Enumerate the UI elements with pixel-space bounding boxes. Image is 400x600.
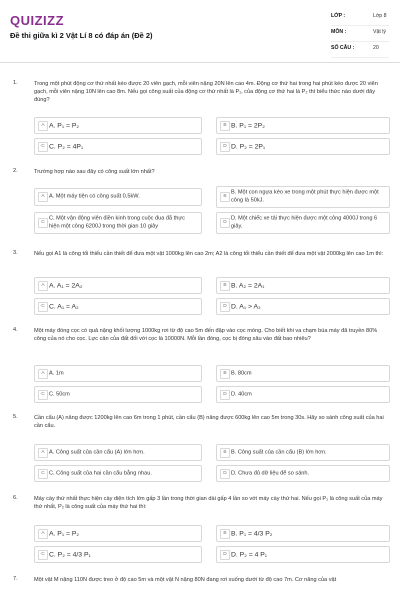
option-letter: B bbox=[220, 448, 230, 458]
option-a[interactable] bbox=[34, 365, 202, 382]
question-text: Trường hợp nào sau đây có công suất lớn nhất? bbox=[34, 169, 155, 175]
option-d[interactable] bbox=[216, 212, 390, 234]
question-text: Nếu gọi A1 là công tối thiểu cần thiết để đưa một vật 1000kg lên cao 2m; A2 là công tối thiểu cần thiết để đưa một vật 2000kg lên cao 1m thì: bbox=[34, 251, 384, 257]
option-letter: C bbox=[38, 142, 48, 152]
option-text: D. P₂ = 2P₁ bbox=[231, 142, 266, 150]
option-c[interactable] bbox=[34, 138, 202, 155]
option-a[interactable] bbox=[34, 188, 202, 206]
option-letter: A bbox=[38, 448, 48, 458]
option-b[interactable] bbox=[216, 117, 390, 134]
option-text: C. P₂ = 4/3 P₁ bbox=[49, 550, 91, 558]
option-letter: A bbox=[38, 192, 48, 202]
option-letter: A bbox=[38, 529, 48, 539]
option-text: D. 40cm bbox=[231, 390, 252, 397]
option-d[interactable] bbox=[216, 465, 390, 482]
question-text: Một máy đóng cọc có quả nặng khối lượng 1000kg rơi từ độ cao 5m đến đập vào cọc móng. Cho biết khi va chạm búa máy đã truyền 80% công của nó cho cọc. Lực cản của đất đối với cọc là 10000N. Mỗi lần đóng, cọc bị đóng sâu vào đất bao nhiêu? bbox=[34, 328, 378, 343]
option-text: C. P₂ = 4P₁ bbox=[49, 142, 84, 150]
quizizz-logo: QUIZIZZ bbox=[10, 13, 65, 28]
option-a[interactable] bbox=[34, 525, 202, 542]
meta-value: 20 bbox=[373, 45, 379, 51]
option-text: A. Một máy tiện có công suất 0,5kW. bbox=[49, 193, 140, 200]
question-number: 5. bbox=[13, 414, 18, 420]
option-letter: B bbox=[220, 281, 230, 291]
option-a[interactable] bbox=[34, 444, 202, 461]
option-b[interactable] bbox=[216, 525, 390, 542]
question-number: 4. bbox=[13, 327, 18, 333]
question-text: Trong một phút động cơ thứ nhất kéo được 20 viên gạch, mỗi viên nặng 20N lên cao 4m. Động cơ thứ hai trong hai phút kéo được 20 viên gạch, mỗi viên nặng 10N lên cao 8m. Nếu gọi công suất của động cơ thứ nhất là P₁, của động cơ thứ hai là P₂ thì biểu thức nào dưới đây đúng? bbox=[34, 81, 378, 104]
question-number: 3. bbox=[13, 250, 18, 256]
option-letter: B bbox=[220, 121, 230, 131]
question-number: 1. bbox=[13, 80, 18, 86]
option-letter: B bbox=[220, 192, 230, 202]
option-text: D. P₂ = 4 P₁ bbox=[231, 550, 268, 558]
option-text: D. Một chiếc xe tải thực hiện được một công 4000J trong 6 giây. bbox=[231, 215, 378, 229]
option-text: A. P₁ = P₂ bbox=[49, 121, 80, 129]
option-letter: D bbox=[220, 218, 230, 228]
meta-label: MÔN : bbox=[331, 29, 347, 35]
option-letter: A bbox=[38, 121, 48, 131]
option-text: A. P₁ = P₂ bbox=[49, 529, 80, 537]
option-a[interactable] bbox=[34, 277, 202, 294]
option-letter: C bbox=[38, 218, 48, 228]
meta-row-subject bbox=[331, 29, 389, 42]
option-d[interactable] bbox=[216, 138, 390, 155]
meta-row-count bbox=[331, 45, 389, 58]
meta-label: SỐ CÂU : bbox=[331, 45, 355, 51]
meta-value: Vật lý bbox=[373, 29, 386, 35]
option-letter: B bbox=[220, 529, 230, 539]
header bbox=[0, 0, 400, 63]
option-text: D. Chưa đủ dữ liệu để so sánh. bbox=[231, 469, 310, 476]
option-text: A. 1m bbox=[49, 369, 64, 376]
option-b[interactable] bbox=[216, 365, 390, 382]
option-letter: D bbox=[220, 302, 230, 312]
option-letter: D bbox=[220, 469, 230, 479]
option-text: C. 50cm bbox=[49, 390, 70, 397]
option-b[interactable] bbox=[216, 277, 390, 294]
option-letter: C bbox=[38, 550, 48, 560]
option-letter: C bbox=[38, 469, 48, 479]
meta-panel bbox=[331, 13, 389, 61]
option-c[interactable] bbox=[34, 386, 202, 403]
option-text: D. A₁ > A₂ bbox=[231, 302, 261, 310]
meta-row-class bbox=[331, 13, 389, 26]
question-text: Cần cẩu (A) nâng được 1200kg lên cao 6m trong 1 phút, cần cẩu (B) nâng được 600kg lên cao 5m trong 30s. Hãy so sánh công suất của hai cần cẩu. bbox=[34, 415, 384, 430]
option-c[interactable] bbox=[34, 298, 202, 315]
option-letter: D bbox=[220, 142, 230, 152]
option-letter: C bbox=[38, 302, 48, 312]
meta-value: Lớp 8 bbox=[373, 13, 387, 19]
question-number: 2. bbox=[13, 168, 18, 174]
option-text: A. Công suất của cần cẩu (A) lớn hơn. bbox=[49, 448, 145, 455]
option-b[interactable] bbox=[216, 444, 390, 461]
option-text: B. Công suất của cần cẩu (B) lớn hơn. bbox=[231, 448, 327, 455]
page-title: Đề thi giữa kì 2 Vật Lí 8 có đáp án (Đề 2) bbox=[10, 31, 153, 40]
question-text: Một vật M nặng 110N được treo ở độ cao 5m và một vật N nặng 80N đang rơi xuống dưới từ độ cao 7m. Cơ năng của vật bbox=[34, 577, 337, 583]
option-b[interactable] bbox=[216, 186, 390, 208]
option-letter: B bbox=[220, 369, 230, 379]
option-letter: A bbox=[38, 369, 48, 379]
option-letter: C bbox=[38, 390, 48, 400]
option-text: C. A₁ = A₂ bbox=[49, 302, 79, 310]
option-text: B. P₁ = 4/3 P₂ bbox=[231, 529, 273, 537]
option-text: B. A₂ = 2A₁ bbox=[231, 281, 265, 289]
option-d[interactable] bbox=[216, 546, 390, 563]
option-text: A. A₁ = 2A₂ bbox=[49, 281, 83, 289]
option-text: C. Công suất của hai cần cẩu bằng nhau. bbox=[49, 469, 152, 476]
option-text: B. 80cm bbox=[231, 369, 252, 376]
meta-label: LỚP : bbox=[331, 13, 346, 19]
option-d[interactable] bbox=[216, 298, 390, 315]
question-number: 6. bbox=[13, 495, 18, 501]
option-letter: D bbox=[220, 550, 230, 560]
option-text: B. Một con ngựa kéo xe trong một phút thực hiện được một công là 50kJ. bbox=[231, 189, 379, 203]
option-letter: D bbox=[220, 390, 230, 400]
option-text: B. P₁ = 2P₂ bbox=[231, 121, 265, 129]
option-d[interactable] bbox=[216, 386, 390, 403]
option-c[interactable] bbox=[34, 212, 202, 234]
option-c[interactable] bbox=[34, 546, 202, 563]
option-a[interactable] bbox=[34, 117, 202, 134]
question-text: Máy cày thứ nhất thực hiện cày diện tích lớn gấp 3 lần trong thời gian dài gấp 4 lần so với máy cày thứ hai. Nếu gọi P₁ là công suất của máy thứ nhất, P₂ là công suất của máy thứ hai thì: bbox=[34, 496, 383, 511]
option-text: C. Một vận động viên điền kinh trong cuộc đua đã thực hiện một công 6200J trong thời gian 10 giây bbox=[49, 215, 185, 229]
option-letter: A bbox=[38, 281, 48, 291]
question-number: 7. bbox=[13, 576, 18, 582]
option-c[interactable] bbox=[34, 465, 202, 482]
